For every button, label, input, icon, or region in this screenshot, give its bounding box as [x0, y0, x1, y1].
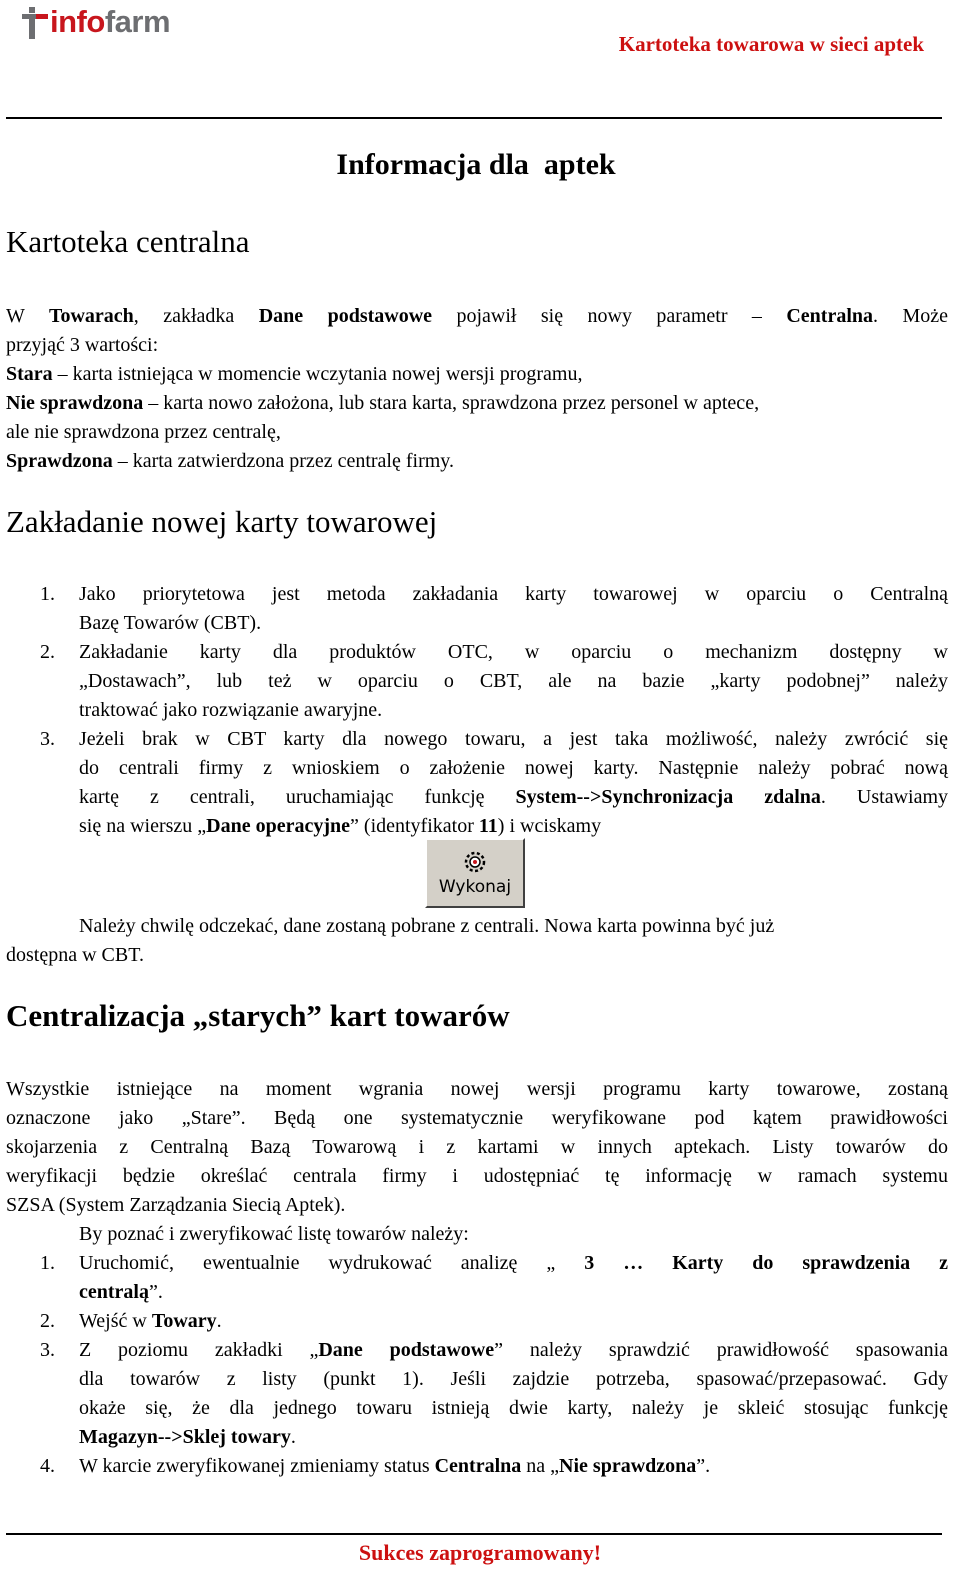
logo-text-farm: farm	[104, 4, 171, 39]
value-nie-sprawdzona: Nie sprawdzona – karta nowo założona, lub stara karta, sprawdzona przez personel w aptece,	[6, 392, 760, 414]
value-nie-sprawdzona-cont: ale nie sprawdzona przez centralę,	[6, 421, 281, 443]
logo-text-info: info	[50, 4, 105, 39]
list-item: 4. W karcie zweryfikowanej zmieniamy status Centralna na „Nie sprawdzona”.	[40, 1455, 711, 1477]
list-item: 3. Z poziomu zakładki „Dane podstawowe” należy sprawdzić prawidłowość spasowania dla towarów z listy (punkt 1). Jeśli zajdzie potrzeba, spasować/przepasować. Gdy okaże się, że dla jednego towaru istnieją dwie karty, należy je skleić stosując funkcję Magazyn-->Sklej towary.	[40, 1339, 949, 1448]
intro-line-2: przyjąć 3 wartości:	[6, 334, 159, 356]
section3-steps	[40, 1249, 948, 1481]
infofarm-logo-icon	[20, 4, 50, 40]
list-item: 2. Wejść w Towary.	[40, 1310, 222, 1332]
list-item: 3. Jeżeli brak w CBT karty dla nowego towaru, a jest taka możliwość, należy zwrócić się do centrali firmy z wnioskiem o założenie nowej karty. Następnie należy pobrać nową kartę z centrali, uruchamiając funkcję System-->Synchronizacja zdalna. Ustawiamy się na wierszu „Dane operacyjne” (identyfikator 11) i wciskamy	[40, 728, 949, 837]
section2-after: Należy chwilę odczekać, dane zostaną pobrane z centrali. Nowa karta powinna być już dostępna w CBT.	[6, 915, 775, 966]
wykonaj-button[interactable]	[425, 838, 525, 908]
list-item: 1. Jako priorytetowa jest metoda zakładania karty towarowej w oparciu o Centralną Bazę Towarów (CBT).	[40, 583, 948, 634]
header-divider	[6, 117, 942, 119]
list-item: 2. Zakładanie karty dla produktów OTC, w oparciu o mechanizm dostępny w „Dostawach”, lub też w oparciu o CBT, ale na bazie „karty podobnej” należy traktować jako rozwiązanie awaryjne.	[40, 641, 948, 721]
value-stara: Stara – karta istniejąca w momencie wczytania nowej wersji programu,	[6, 363, 583, 385]
section-heading-centralizacja: Centralizacja „starych” kart towarów	[6, 998, 510, 1033]
document-title: Informacja dla aptek	[336, 148, 616, 181]
section-heading-kartoteka-centralna: Kartoteka centralna	[6, 224, 250, 259]
wykonaj-label: Wykonaj	[438, 877, 512, 897]
footer-slogan: Sukces zaprogramowany!	[358, 1540, 602, 1565]
section2-list	[40, 580, 948, 841]
section1-intro	[6, 302, 948, 476]
wykonaj-gear-icon	[460, 849, 490, 875]
intro-line-1: W Towarach, zakładka Dane podstawowe pojawił się nowy parametr – Centralna. Może	[6, 305, 948, 327]
footer-divider	[6, 1533, 942, 1535]
list-item: 1. Uruchomić, ewentualnie wydrukować analizę „ 3 … Karty do sprawdzenia z centralą”.	[40, 1252, 948, 1303]
value-sprawdzona: Sprawdzona – karta zatwierdzona przez centralę firmy.	[6, 450, 454, 472]
infofarm-logo	[20, 4, 170, 40]
section3-paragraph: Wszystkie istniejące na moment wgrania nowej wersji programu karty towarowe, zostaną oznaczone jako „Stare”. Będą one systematycznie weryfikowane pod kątem prawidłowości skojarzenia z Centralną Bazą Towarową i z kartami w innych aptekach. Listy towarów do weryfikacji będzie określać centrala firmy i udostępniać tę informację w ramach systemu SZSA (System Zarządzania Siecią Aptek). By poznać i zweryfikować listę towarów należy:	[6, 1078, 948, 1245]
section-heading-zakladanie: Zakładanie nowej karty towarowej	[6, 504, 438, 539]
header-title: Kartoteka towarowa w sieci aptek	[618, 32, 924, 56]
